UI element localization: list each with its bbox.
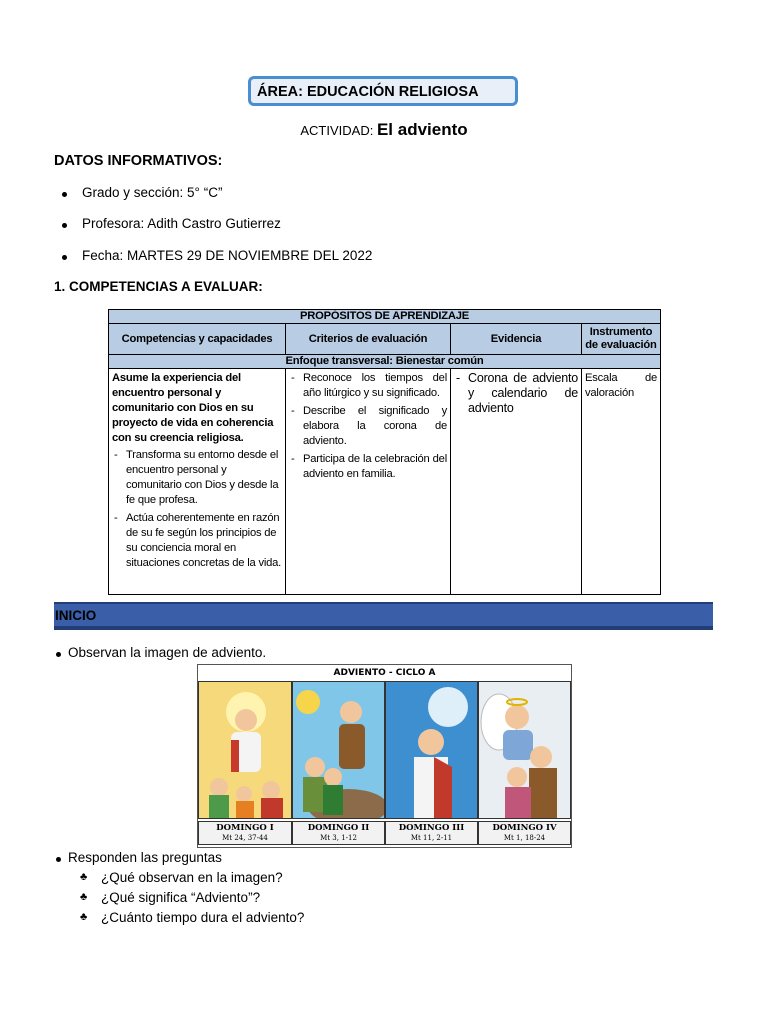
criterios-cell bbox=[286, 369, 451, 595]
evidencia-cell bbox=[451, 369, 582, 595]
datos-heading: DATOS INFORMATIVOS: bbox=[54, 153, 223, 169]
competencias-table bbox=[108, 309, 661, 595]
info-grado: Grado y sección: 5° “C” bbox=[82, 185, 223, 200]
john-baptist-illustration-icon bbox=[293, 682, 385, 819]
criterio-item: - Describe el significado y elabora la corona de adviento. bbox=[289, 404, 447, 449]
question-item: ¿Cuánto tiempo dura el adviento? bbox=[101, 910, 305, 925]
panel-domingo-1 bbox=[198, 681, 292, 819]
info-profesora: Profesora: Adith Castro Gutierrez bbox=[82, 216, 281, 231]
club-bullet-icon: ♣ bbox=[80, 871, 88, 883]
caption-domingo-4 bbox=[478, 821, 571, 845]
panel-domingo-4 bbox=[478, 681, 571, 819]
question-item: ¿Qué significa “Adviento”? bbox=[101, 890, 261, 905]
domingo-label: DOMINGO II bbox=[307, 823, 370, 833]
competencia-text: Asume la experiencia del encuentro personal y comunitario con Dios en su proyecto de vida en coherencia con su creencia religiosa. bbox=[112, 372, 274, 444]
bullet-icon bbox=[62, 255, 67, 260]
jesus-preaching-illustration-icon bbox=[386, 682, 478, 819]
caption-domingo-3 bbox=[385, 821, 478, 845]
gospel-citation: Mt 24, 37-44 bbox=[222, 834, 268, 842]
capacidad-item: - Actúa coherentemente en razón de su fe según los principios de su conciencia moral en situaciones concretas de la vida. bbox=[112, 511, 282, 571]
gospel-citation: Mt 1, 18-24 bbox=[503, 834, 546, 842]
question-item: ¿Qué observan en la imagen? bbox=[101, 870, 283, 885]
area-title-box bbox=[248, 76, 518, 106]
bullet-icon bbox=[62, 223, 67, 228]
bullet-icon bbox=[56, 652, 61, 657]
evidencia-text: - Corona de adviento y calendario de adviento bbox=[454, 371, 578, 416]
domingo-label: DOMINGO III bbox=[398, 823, 465, 833]
advent-illustration bbox=[197, 664, 572, 848]
caption-domingo-1 bbox=[198, 821, 292, 845]
domingo-label: DOMINGO I bbox=[216, 823, 274, 833]
joseph-mary-angel-illustration-icon bbox=[479, 682, 571, 819]
criterio-item: - Reconoce los tiempos del año litúrgico y su significado. bbox=[289, 371, 447, 401]
bullet-icon bbox=[62, 192, 67, 197]
advent-title: ADVIENTO - CICLO A bbox=[333, 668, 436, 678]
info-fecha: Fecha: MARTES 29 DE NOVIEMBRE DEL 2022 bbox=[82, 248, 373, 263]
caption-domingo-2 bbox=[292, 821, 385, 845]
gospel-citation: Mt 11, 2-11 bbox=[410, 834, 453, 842]
panel-domingo-2 bbox=[292, 681, 385, 819]
competencias-heading: 1. COMPETENCIAS A EVALUAR: bbox=[54, 279, 263, 294]
activity-line bbox=[0, 120, 768, 140]
area-title: ÁREA: EDUCACIÓN RELIGIOSA bbox=[257, 84, 479, 100]
activity-label: ACTIVIDAD: bbox=[300, 123, 374, 138]
competencia-cell bbox=[109, 369, 286, 595]
domingo-label: DOMINGO IV bbox=[492, 823, 557, 833]
col-evidencia: Evidencia bbox=[451, 324, 582, 355]
inicio-section-bar bbox=[54, 602, 713, 628]
col-competencias: Competencias y capacidades bbox=[109, 324, 286, 355]
col-criterios: Criterios de evaluación bbox=[286, 324, 451, 355]
col-instrumento: Instrumento de evaluación bbox=[582, 324, 661, 355]
gospel-citation: Mt 3, 1-12 bbox=[320, 834, 357, 842]
jesus-king-illustration-icon bbox=[199, 682, 292, 819]
club-bullet-icon: ♣ bbox=[80, 891, 88, 903]
propositos-header: PROPÓSITOS DE APRENDIZAJE bbox=[109, 310, 661, 324]
bullet-icon bbox=[56, 857, 61, 862]
enfoque-row: Enfoque transversal: Bienestar común bbox=[109, 355, 661, 369]
responden-text: Responden las preguntas bbox=[68, 850, 222, 865]
inicio-label: INICIO bbox=[55, 608, 97, 623]
activity-title: El adviento bbox=[376, 120, 468, 139]
panel-domingo-3 bbox=[385, 681, 478, 819]
observan-text: Observan la imagen de adviento. bbox=[68, 645, 267, 660]
club-bullet-icon: ♣ bbox=[80, 911, 88, 923]
instrumento-cell bbox=[582, 369, 661, 595]
capacidad-item: - Transforma su entorno desde el encuentro personal y comunitario con Dios y desde la fe que profesa. bbox=[112, 448, 282, 508]
instrumento-text: Escala de valoración bbox=[585, 372, 657, 399]
criterio-item: - Participa de la celebración del adviento en familia. bbox=[289, 452, 447, 482]
